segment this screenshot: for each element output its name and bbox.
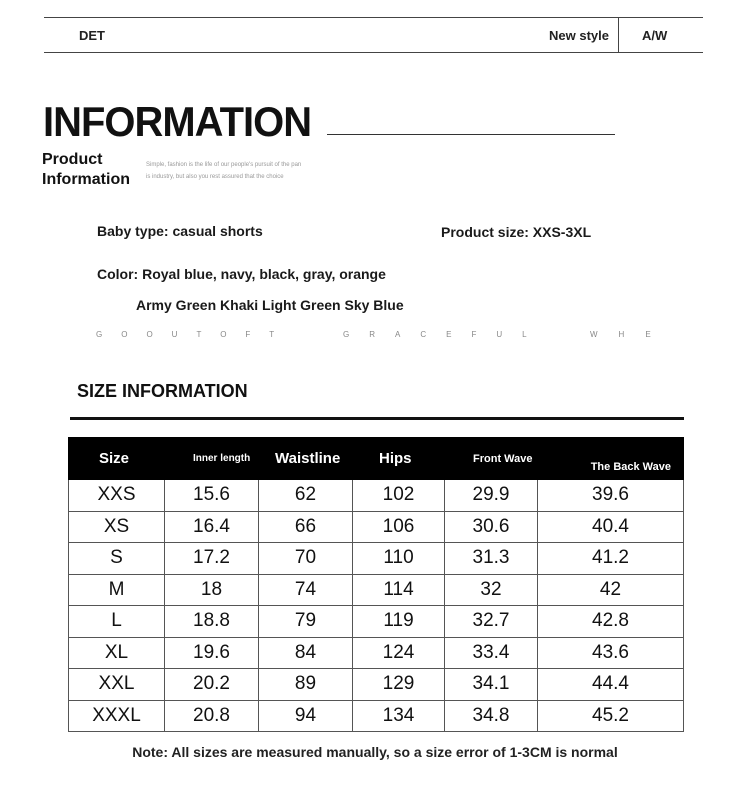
spaced-text-3: WHE	[590, 330, 672, 339]
table-cell: 18.8	[165, 606, 259, 638]
table-cell: 34.8	[445, 700, 538, 732]
table-cell: 43.6	[538, 637, 684, 669]
table-row	[69, 574, 684, 606]
product-size-spec: Product size: XXS-3XL	[441, 224, 592, 240]
table-cell: 20.2	[165, 669, 259, 701]
header-back-wave: The Back Wave	[538, 438, 684, 480]
table-row	[69, 700, 684, 732]
table-cell: 42	[538, 574, 684, 606]
header-left-label: DET	[79, 28, 105, 43]
table-cell: 124	[353, 637, 445, 669]
table-cell: 39.6	[538, 480, 684, 512]
table-cell: XXXL	[69, 700, 165, 732]
table-row	[69, 606, 684, 638]
header-hips: Hips	[353, 438, 445, 480]
table-cell: 66	[259, 511, 353, 543]
table-cell: 44.4	[538, 669, 684, 701]
note-line2: is industry, but also you rest assured that the choice	[146, 174, 284, 180]
table-cell: S	[69, 543, 165, 575]
table-cell: 89	[259, 669, 353, 701]
table-cell: 34.1	[445, 669, 538, 701]
size-table-header-row	[69, 438, 684, 480]
header-front-wave: Front Wave	[445, 438, 538, 480]
color-spec-line1: Color: Royal blue, navy, black, gray, orange	[97, 266, 386, 282]
table-cell: L	[69, 606, 165, 638]
table-row	[69, 637, 684, 669]
baby-type-spec: Baby type: casual shorts	[97, 223, 263, 239]
table-cell: 30.6	[445, 511, 538, 543]
table-cell: 19.6	[165, 637, 259, 669]
table-cell: 114	[353, 574, 445, 606]
header-right-label: A/W	[642, 28, 668, 43]
table-cell: 40.4	[538, 511, 684, 543]
title-rule	[327, 134, 615, 135]
table-cell: XS	[69, 511, 165, 543]
table-cell: 32.7	[445, 606, 538, 638]
product-information-line1: Product	[42, 151, 103, 168]
table-cell: XL	[69, 637, 165, 669]
table-cell: 106	[353, 511, 445, 543]
header-waistline: Waistline	[259, 438, 353, 480]
spaced-text-1: GOOUTOFT	[96, 330, 294, 339]
table-cell: 33.4	[445, 637, 538, 669]
header-bottom-rule	[44, 52, 703, 53]
table-row	[69, 480, 684, 512]
size-information-title: SIZE INFORMATION	[77, 381, 248, 401]
header-divider	[618, 17, 619, 52]
table-cell: 20.8	[165, 700, 259, 732]
note-line1: Simple, fashion is the life of our people's pursuit of the pan	[146, 162, 302, 168]
table-cell: 70	[259, 543, 353, 575]
table-cell: 84	[259, 637, 353, 669]
table-cell: 74	[259, 574, 353, 606]
table-row	[69, 511, 684, 543]
table-cell: 45.2	[538, 700, 684, 732]
table-cell: 16.4	[165, 511, 259, 543]
table-cell: 94	[259, 700, 353, 732]
table-cell: 29.9	[445, 480, 538, 512]
table-cell: XXL	[69, 669, 165, 701]
table-cell: XXS	[69, 480, 165, 512]
table-row	[69, 543, 684, 575]
table-cell: 129	[353, 669, 445, 701]
table-cell: 31.3	[445, 543, 538, 575]
color-spec-line2: Army Green Khaki Light Green Sky Blue	[136, 297, 404, 313]
table-cell: 17.2	[165, 543, 259, 575]
measurement-note: Note: All sizes are measured manually, so a size error of 1-3CM is normal	[132, 744, 618, 760]
table-cell: 41.2	[538, 543, 684, 575]
size-table	[68, 437, 684, 732]
table-cell: 79	[259, 606, 353, 638]
product-information-label	[42, 150, 152, 190]
header-inner-length: Inner length	[165, 438, 259, 480]
table-cell: 134	[353, 700, 445, 732]
table-cell: 42.8	[538, 606, 684, 638]
product-information-note	[146, 159, 316, 183]
table-cell: 110	[353, 543, 445, 575]
table-cell: 18	[165, 574, 259, 606]
table-cell: 62	[259, 480, 353, 512]
table-cell: 119	[353, 606, 445, 638]
information-title: INFORMATION	[43, 98, 312, 145]
size-title-rule	[70, 417, 684, 420]
header-top-rule	[44, 17, 703, 18]
header-size: Size	[69, 438, 165, 480]
table-cell: 32	[445, 574, 538, 606]
table-row	[69, 669, 684, 701]
spaced-text-2: GRACEFUL	[343, 330, 547, 339]
product-information-line2: Information	[42, 171, 130, 188]
header-middle-label: New style	[549, 28, 609, 43]
table-cell: 102	[353, 480, 445, 512]
table-cell: M	[69, 574, 165, 606]
table-cell: 15.6	[165, 480, 259, 512]
